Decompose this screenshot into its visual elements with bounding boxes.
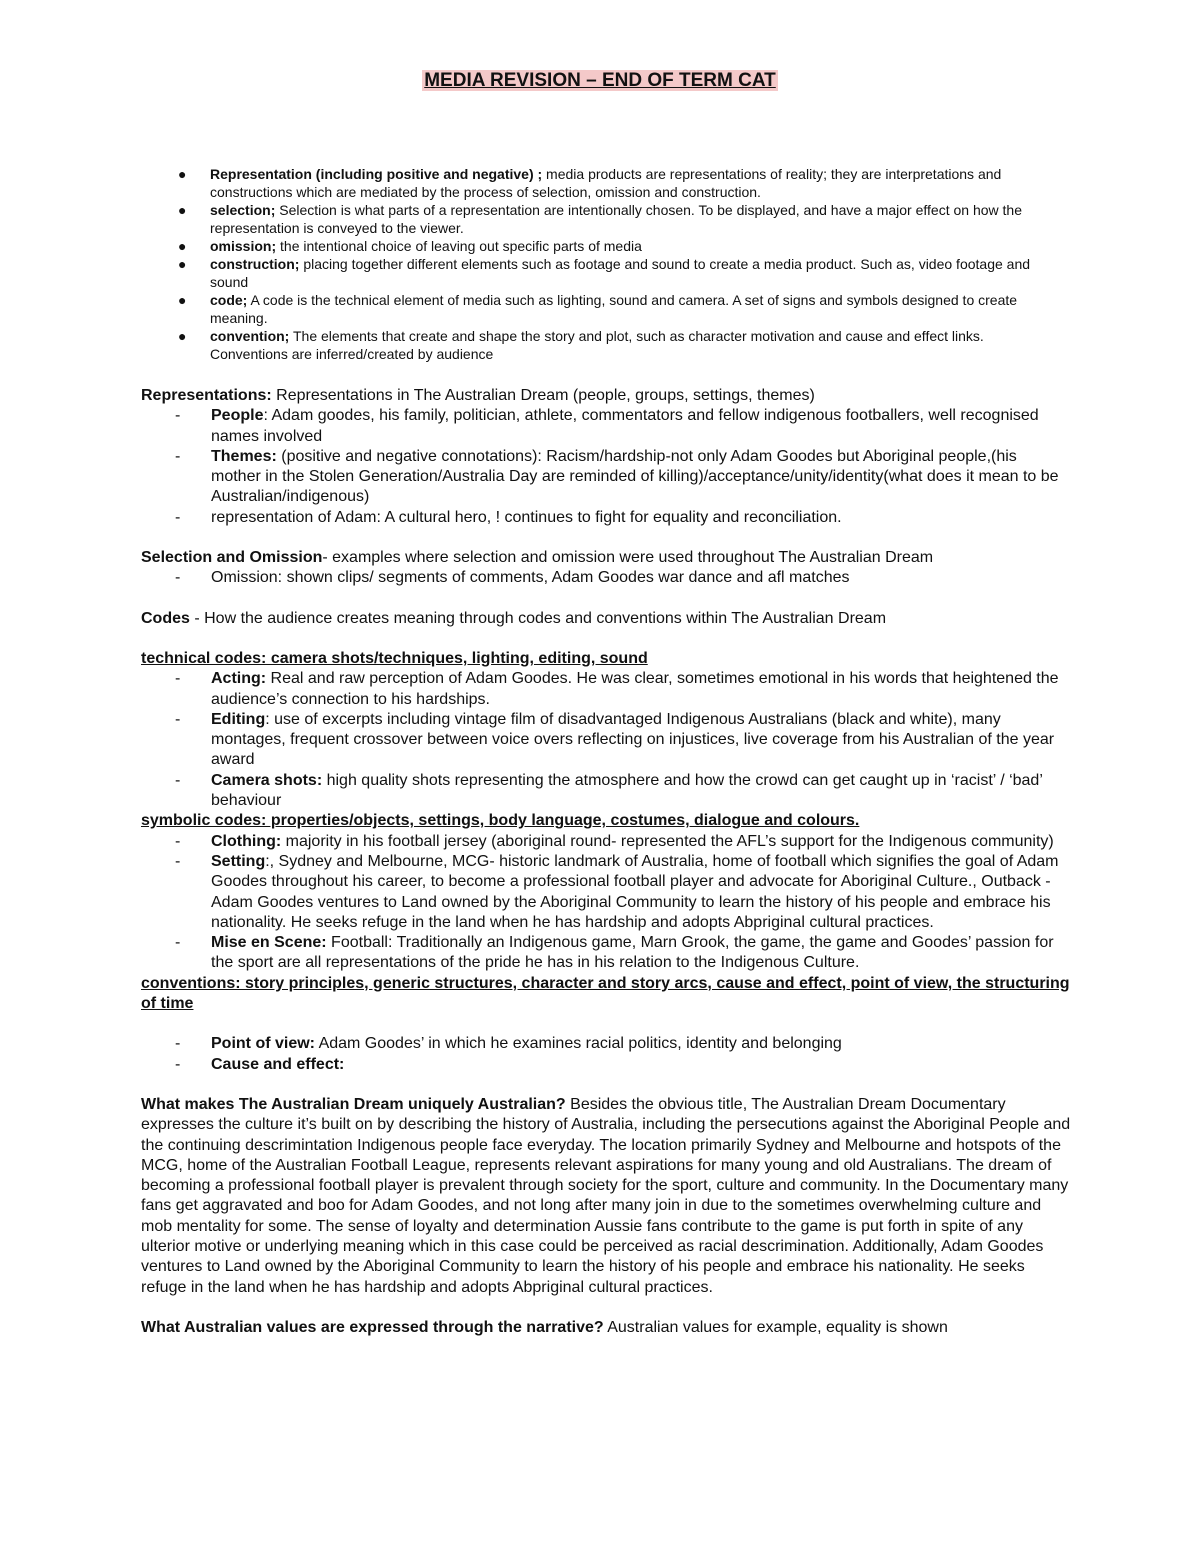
list-item: - Point of view: Adam Goodes’ in which he examines racial politics, identity and belonging xyxy=(175,1035,842,1053)
list-item: ● omission; the intentional choice of leaving out specific parts of media xyxy=(178,238,642,254)
list-item: ● convention; The elements that create and shape the story and plot, such as character motivation and cause and effect links. Conventions are inferred/created by audience xyxy=(178,328,984,362)
list-item: - Camera shots: high quality shots representing the atmosphere and how the crowd can get caught up in ‘racist’ / ‘bad’ behaviour xyxy=(175,771,1043,810)
bullet-icon: ● xyxy=(178,202,187,218)
list-item: - Acting: Real and raw perception of Adam Goodes. He was clear, sometimes emotional in his words that heightened the audience’s connection to his hardships. xyxy=(175,670,1059,708)
list-item: - Themes: (positive and negative connotations): Racism/hardship-not only Adam Goodes but Aboriginal people,(his mother in the Stolen Generation/Australia Day are reminded of killing)/acceptance/unity/identity(what does it mean to be Australian/indigenous) xyxy=(175,447,1059,506)
list-item: - representation of Adam: A cultural hero, ! continues to fight for equality and reconciliation. xyxy=(175,508,842,526)
definitions-list xyxy=(172,165,1062,363)
bullet-icon: ● xyxy=(178,256,187,272)
bullet-icon: ● xyxy=(178,328,187,344)
list-item: - Mise en Scene: Football: Traditionally an Indigenous game, Marn Grook, the game, the game and Goodes’ passion for the sport are all representations of the pride he has in his relation to the Indigenous Culture. xyxy=(175,934,1054,972)
conventions-heading: conventions: story principles, generic structures, character and story arcs, cause and effect, point of view, the structuring of time xyxy=(141,974,1070,1013)
australian-values-paragraph: What Australian values are expressed through the narrative? Australian values for example, equality is shown xyxy=(141,1318,948,1336)
list-item: - Cause and effect: xyxy=(175,1055,345,1073)
list-item: ● construction; placing together different elements such as footage and sound to create a media product. Such as, video footage and sound xyxy=(178,256,1031,290)
bullet-icon: ● xyxy=(178,166,187,182)
symbolic-codes-heading: symbolic codes: properties/objects, settings, body language, costumes, dialogue and colours. xyxy=(141,812,860,830)
technical-codes-heading: technical codes: camera shots/techniques, lighting, editing, sound xyxy=(141,649,648,667)
list-item: - Setting:, Sydney and Melbourne, MCG- historic landmark of Australia, home of football which signifies the goal of Adam Goodes throughout his career, to become a professional football player and advocate for Aboriginal Culture., Outback - Adam Goodes ventures to Land owned by the Aboriginal Community to learn the history of his people and embrace his nationality. He seeks refuge in the land when he has hardship and adopts Abpriginal cultural practices. xyxy=(175,852,1059,931)
bullet-icon: ● xyxy=(178,238,187,254)
list-item: - People: Adam goodes, his family, politician, athlete, commentators and fellow indigenous footballers, well recognised names involved xyxy=(175,407,1039,445)
main-content xyxy=(141,386,1071,1338)
list-item: - Editing: use of excerpts including vintage film of disadvantaged Indigenous Australians (black and white), many montages, frequent crossover between voice overs reflecting on injustices, live coverage from his Australian of the year award xyxy=(175,710,1055,769)
codes-section: Codes - How the audience creates meaning through codes and conventions within The Australian Dream xyxy=(141,609,887,627)
document-title: MEDIA REVISION – END OF TERM CAT xyxy=(424,70,776,91)
list-item: ● Representation (including positive and negative) ; media products are representations of reality; they are interpretations and constructions which are mediated by the process of selection, omission and construction. xyxy=(178,166,1002,200)
list-item: ● selection; Selection is what parts of a representation are intentionally chosen. To be displayed, and have a major effect on how the representation is conveyed to the viewer. xyxy=(178,202,1022,236)
selection-omission-section: Selection and Omission- examples where selection and omission were used throughout The Australian Dream xyxy=(141,549,934,567)
list-item: ● code; A code is the technical element of media such as lighting, sound and camera. A set of signs and symbols designed to create meaning. xyxy=(178,292,1018,326)
uniquely-australian-paragraph: What makes The Australian Dream uniquely Australian? Besides the obvious title, The Australian Dream Documentary expresses the culture it’s built on by describing the history of Australia, including the persecutions against the Aboriginal People and the continuing descrimintation Indigenous people face everyday. The location primarily Sydney and Melbourne and hotspots of the MCG, home of the Australian Football League, represents relevant aspirations for many young and old Australians. The dream of becoming a professional football player is prevalent through society for the sport, culture and community. In the Documentary many fans get aggravated and boo for Adam Goodes, and not long after many join in due to the sometimes overwhelming culture and mob mentality for some. The sense of loyalty and determination Aussie fans contribute to the game is put forth in spite of any ulterior motive or underlying meaning which in this case could be perceived as racial descrimination. Additionally, Adam Goodes ventures to Land owned by the Aboriginal Community to learn the history of his people and embrace his nationality. He seeks refuge in the land when he has hardship and adopts Abpriginal cultural practices. xyxy=(141,1095,1071,1296)
list-item: - Omission: shown clips/ segments of comments, Adam Goodes war dance and afl matches xyxy=(175,569,850,587)
representations-section: Representations: Representations in The Australian Dream (people, groups, settings, themes) xyxy=(141,387,815,404)
list-item: - Clothing: majority in his football jersey (aboriginal round- represented the AFL’s support for the Indigenous community) xyxy=(175,832,1054,850)
bullet-icon: ● xyxy=(178,292,187,308)
